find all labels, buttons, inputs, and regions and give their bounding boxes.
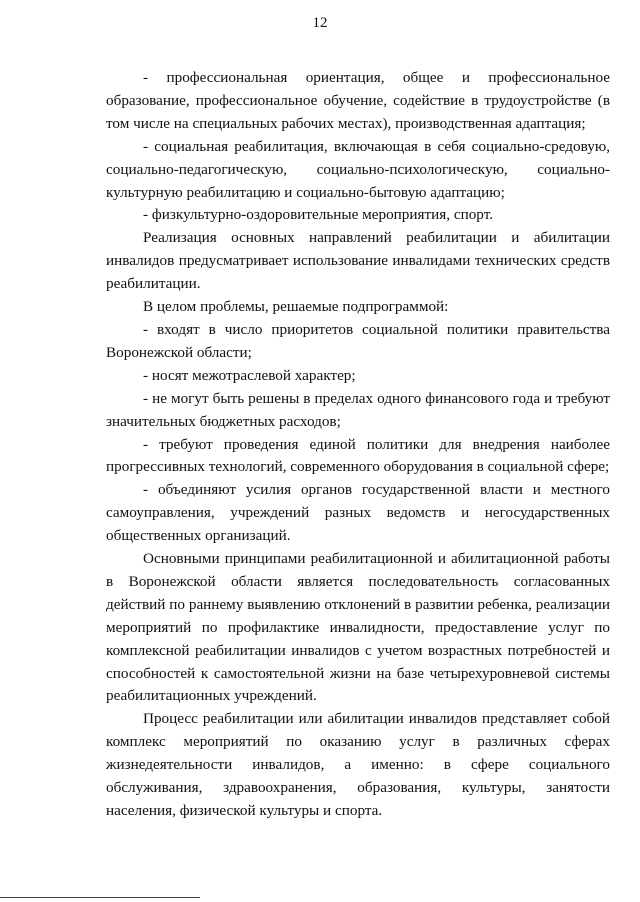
paragraph-rehabilitation-process: Процесс реабилитации или абилитации инвалидов представляет собой комплекс мероприятий по оказанию услуг в различных сферах жизнедеятельности инвалидов, а именно: в сфере социального обслуживания, здравоохранения, образования, культуры, занятости населения, физической культуры и спорта. [106,710,610,819]
paragraph-unified-policy: - требуют проведения единой политики для внедрения наиболее прогрессивных технологий, современного оборудования в социальной сфере; [106,435,610,476]
paragraph-budget-expenses: - не могут быть решены в пределах одного финансового года и требуют значительных бюджетных расходов; [106,389,610,430]
paragraph-priority-policy: - входят в число приоритетов социальной политики правительства Воронежской области; [106,320,610,361]
paragraph-social-rehabilitation: - социальная реабилитация, включающая в себя социально-средовую, социально-педагогическую, социально-психологическую, социально-культурную реабилитацию и социально-бытовую адаптацию; [106,137,610,201]
paragraph-technical-aids: Реализация основных направлений реабилитации и абилитации инвалидов предусматривает использование инвалидами технических средств реабилитации. [106,229,610,293]
paragraph-joint-efforts: - объединяют усилия органов государственной власти и местного самоуправления, учреждений разных ведомств и негосударственных общественных организаций. [106,481,610,545]
document-body [106,67,610,823]
paragraph-sports-activities: - физкультурно-оздоровительные мероприятия, спорт. [143,206,493,224]
bottom-divider [0,897,200,898]
paragraph-problems-intro: В целом проблемы, решаемые подпрограммой: [143,298,449,316]
page-number: 12 [312,15,328,31]
paragraph-principles: Основными принципами реабилитационной и абилитационной работы в Воронежской области является последовательность согласованных действий по раннему выявлению отклонений в развитии ребенка, реализации мероприятий по профилактике инвалидности, предоставление услуг по комплексной реабилитации инвалидов с учетом возрастных потребностей и способностей к самостоятельной жизни на базе четырехуровневой системы реабилитационных учреждений. [106,550,610,705]
paragraph-vocational-rehabilitation: - профессиональная ориентация, общее и профессиональное образование, профессиональное обучение, содействие в трудоустройстве (в том числе на специальных рабочих местах), производственная адаптация; [106,69,610,132]
paragraph-intersectoral: - носят межотраслевой характер; [143,366,356,384]
